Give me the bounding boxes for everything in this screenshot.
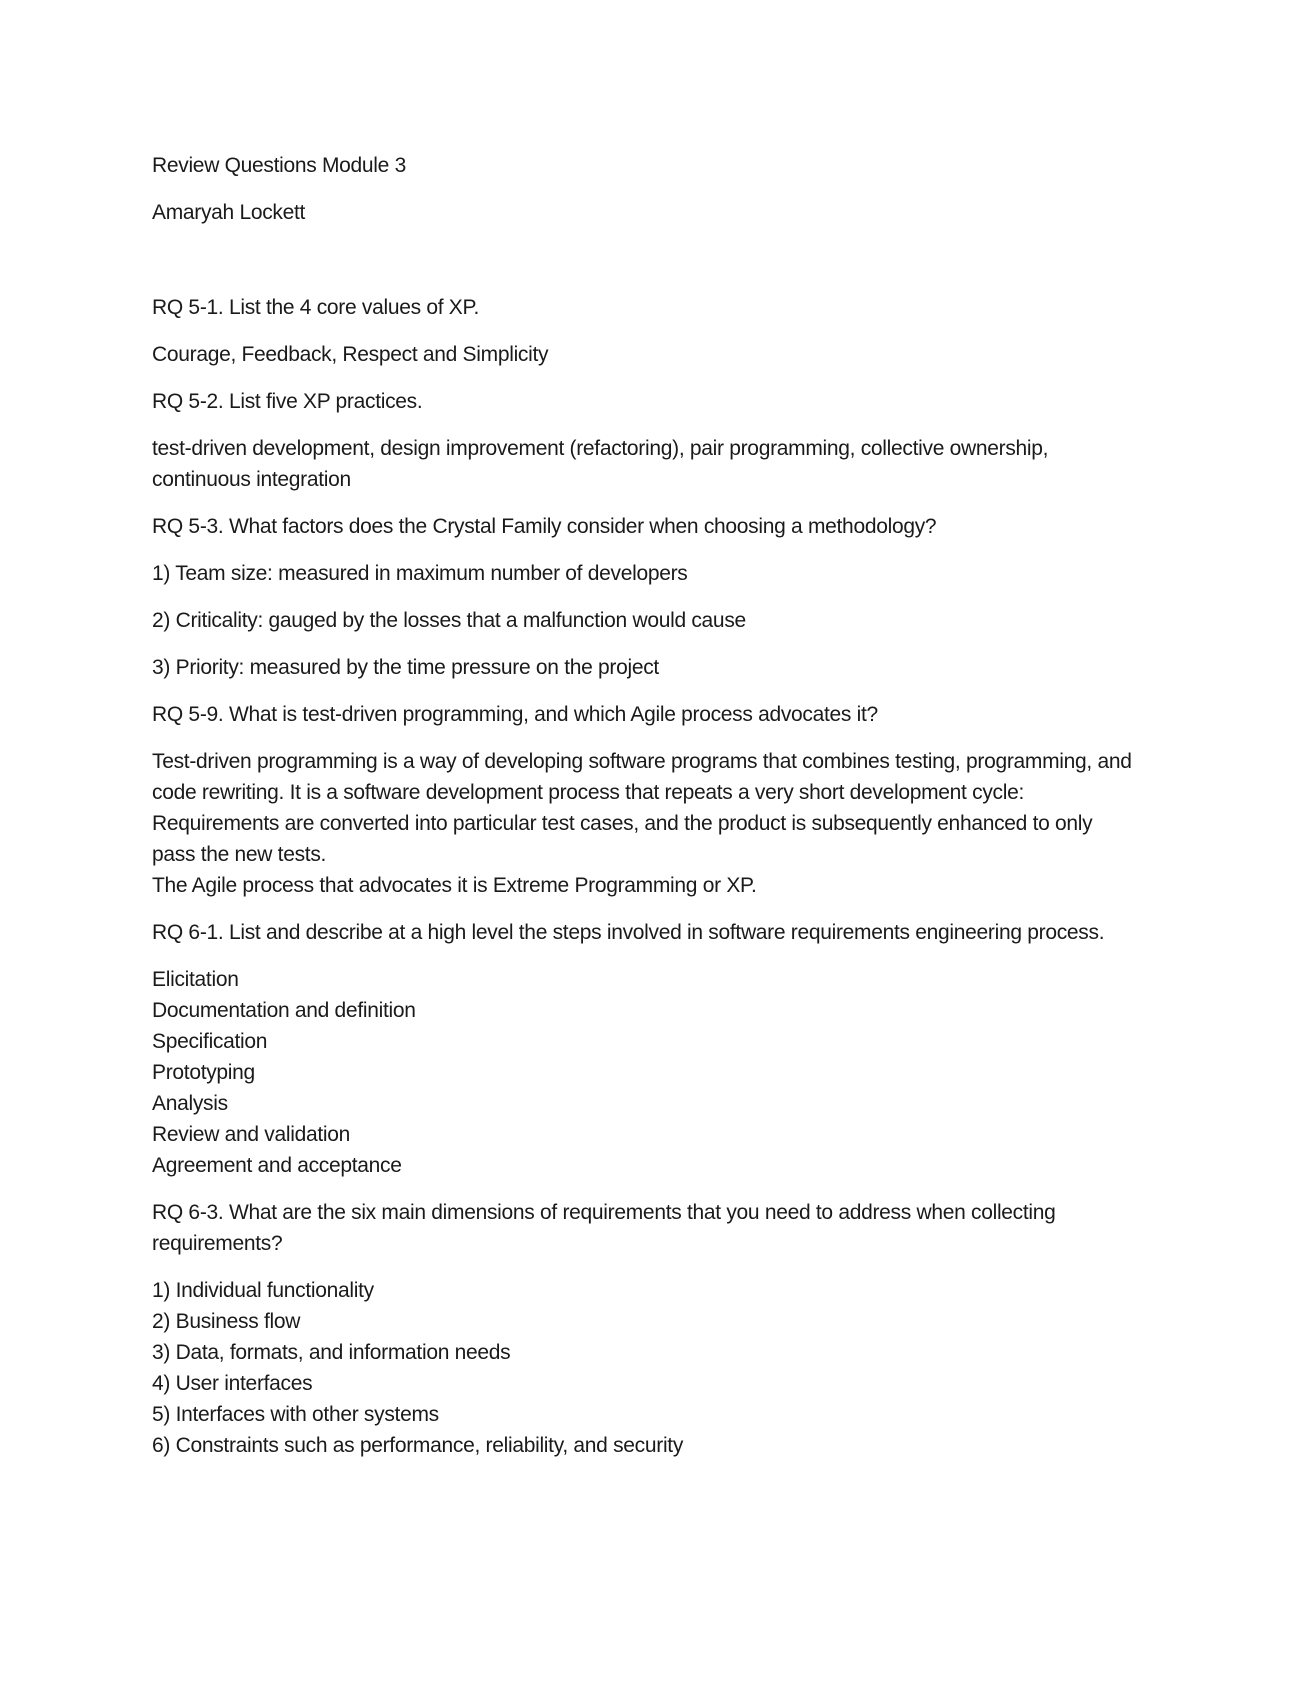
list-item: 6) Constraints such as performance, reliability, and security [152,1434,684,1457]
answer-rq-5-1: Courage, Feedback, Respect and Simplicity [152,343,549,366]
list-item: Prototyping [152,1061,255,1084]
answer-rq-5-9-line: The Agile process that advocates it is Extreme Programming or XP. [152,874,757,897]
list-item: Specification [152,1030,268,1053]
question-rq-6-1: RQ 6-1. List and describe at a high level the steps involved in software requirements engineering process. [152,921,1105,944]
question-rq-5-9: RQ 5-9. What is test-driven programming, and which Agile process advocates it? [152,703,878,726]
question-rq-5-2: RQ 5-2. List five XP practices. [152,390,423,413]
list-item: 5) Interfaces with other systems [152,1403,439,1426]
list-item: 2) Business flow [152,1310,301,1333]
list-item: Documentation and definition [152,999,416,1022]
question-rq-6-3: RQ 6-3. What are the six main dimensions of requirements that you need to address when collecting requirements? [152,1201,1056,1255]
answer-rq-5-2: test-driven development, design improvement (refactoring), pair programming, collective ownership, continuous integration [152,437,1049,491]
question-rq-5-3: RQ 5-3. What factors does the Crystal Family consider when choosing a methodology? [152,515,937,538]
document-page [152,150,1132,1477]
list-item: 1) Individual functionality [152,1279,374,1302]
list-item: 3) Data, formats, and information needs [152,1341,511,1364]
answer-rq-5-9 [152,746,1132,901]
list-item: Review and validation [152,1123,350,1146]
author-name: Amaryah Lockett [152,201,306,224]
list-item: Analysis [152,1092,228,1115]
question-rq-5-1: RQ 5-1. List the 4 core values of XP. [152,296,480,319]
list-item: 4) User interfaces [152,1372,313,1395]
answer-rq-5-3-item: 1) Team size: measured in maximum number of developers [152,562,688,585]
answer-rq-6-1 [152,964,1132,1181]
answer-rq-5-3-item: 3) Priority: measured by the time pressure on the project [152,656,659,679]
list-item: Elicitation [152,968,239,991]
list-item: Agreement and acceptance [152,1154,402,1177]
document-title: Review Questions Module 3 [152,154,406,177]
spacer [152,244,1132,292]
answer-rq-5-9-line: Test-driven programming is a way of developing software programs that combines testing, programming, and code rewriting. It is a software development process that repeats a very short development cycle: Requirements are converted into particular test cases, and the product is subsequently enhanced to only pass the new tests. [152,750,1132,866]
answer-rq-5-3-item: 2) Criticality: gauged by the losses that a malfunction would cause [152,609,746,632]
answer-rq-6-3 [152,1275,1132,1461]
